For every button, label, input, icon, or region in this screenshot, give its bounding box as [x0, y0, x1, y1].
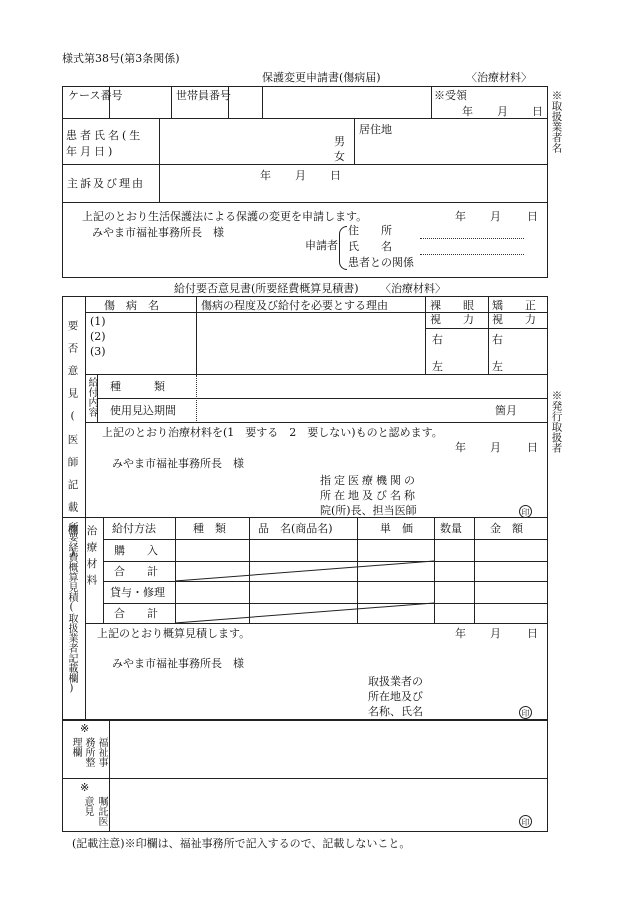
received-month: 月: [497, 105, 508, 118]
commission-mark: ※: [80, 781, 90, 794]
corrected-left: 左: [492, 360, 503, 373]
col-unit-price: 単 価: [380, 522, 413, 535]
patient-name-dob-label: 患者氏名(生年月日): [66, 129, 144, 158]
months-unit: 箇月: [495, 404, 517, 417]
approve-addressee: みやま市福祉事務所長 様: [112, 457, 244, 470]
purchase-subtotal-label: 合 計: [114, 565, 158, 578]
estimate-statement: 上記のとおり概算見積します。: [97, 627, 251, 640]
col-amount: 金 額: [490, 522, 523, 535]
approve-month: 月: [490, 441, 501, 454]
sex-female[interactable]: 女: [334, 150, 345, 163]
col-quantity: 数量: [440, 522, 462, 535]
footnote: (記載注意)※印欄は、福祉事務所で記入するので、記載しないこと。: [72, 837, 411, 850]
approve-statement: 上記のとおり治療材料を(1 要する 2 要しない)ものと認めます。: [102, 426, 443, 439]
period-label: 使用見込期間: [110, 404, 176, 417]
institution-line-2: 所在地及び名称: [320, 489, 418, 502]
received-label: ※受領: [434, 89, 467, 102]
disease-item-2[interactable]: (2): [90, 330, 106, 343]
commission-label: 嘱託医意見: [82, 796, 107, 826]
applicant-name-label: 氏 名: [348, 240, 392, 253]
office-field[interactable]: [110, 721, 547, 777]
disease-name-header: 傷 病 名: [104, 299, 159, 312]
col-product: 品 名(商品名): [258, 522, 333, 535]
received-day: 日: [532, 105, 543, 118]
applicant-label: 申請者: [305, 239, 338, 252]
application-year: 年: [455, 210, 466, 223]
application-month: 月: [490, 210, 501, 223]
approve-day: 日: [527, 441, 538, 454]
commission-label-block: [64, 796, 108, 832]
naked-left: 左: [432, 360, 443, 373]
estimate-month: 月: [490, 627, 501, 640]
purchase-label: 購 入: [114, 544, 158, 557]
vendor-seal-icon: 印: [519, 706, 532, 719]
household-number-label: 世帯員番号: [176, 89, 231, 102]
corrected-header: 矯 正: [492, 299, 536, 312]
corrected-vision: 視 力: [492, 313, 536, 326]
application-declaration: 上記のとおり生活保護法による保護の変更を申請します。: [82, 210, 368, 223]
s2-kind: 〈治療材料〉: [380, 282, 446, 295]
estimate-year: 年: [455, 627, 466, 640]
s1-kind: 〈治療材料〉: [466, 71, 532, 84]
vendor-line-2: 所在地及び: [368, 690, 423, 703]
approve-year: 年: [455, 441, 466, 454]
applicant-address-label: 住 所: [348, 224, 392, 237]
corrected-right: 右: [492, 333, 503, 346]
estimate-day: 日: [527, 627, 538, 640]
office-label-block: [64, 737, 108, 777]
doctor-seal-icon: 印: [519, 505, 532, 518]
office-label: 福祉事務所整理欄: [70, 737, 107, 767]
applicant-relation-label: 患者との関係: [348, 256, 414, 269]
estimate-side-label: 所要経費概算見積(取扱業者記載欄): [66, 522, 77, 694]
complaint-day: 日: [330, 169, 341, 182]
naked-right: 右: [432, 333, 443, 346]
case-number-label: ケース番号: [68, 89, 123, 102]
disease-item-3[interactable]: (3): [90, 345, 106, 358]
side-vendor-name: ※取扱業者名: [550, 90, 563, 153]
reason-header: 傷病の程度及び給付を必要とする理由: [201, 299, 388, 312]
vendor-line-1: 取扱業者の: [368, 675, 423, 688]
s2-title: 給付要否意見書(所要経費概算見積書): [174, 282, 359, 295]
complaint-month: 月: [295, 169, 306, 182]
vendor-line-3: 名称、氏名: [368, 705, 423, 718]
address-label: 居住地: [359, 123, 392, 136]
naked-eye-vision: 視 力: [430, 313, 474, 326]
commission-field[interactable]: [110, 779, 547, 831]
application-addressee: みやま市福祉事務所長 様: [92, 226, 224, 239]
col-method: 給付方法: [112, 522, 156, 535]
form-number: 様式第38号(第3条関係): [62, 52, 180, 65]
disease-item-1[interactable]: (1): [90, 315, 106, 328]
benefit-content-label: 給付内容: [86, 377, 97, 417]
complaint-label: 主訴及び理由: [67, 177, 145, 190]
s1-title: 保護変更申請書(傷病届): [262, 71, 381, 84]
complaint-year: 年: [260, 169, 271, 182]
sex-male[interactable]: 男: [334, 135, 345, 148]
institution-line-3: 院(所)長、担当医師: [320, 504, 417, 517]
opinion-side-label: 要否意見(医師記載欄): [66, 320, 79, 571]
received-year: 年: [462, 105, 473, 118]
rental-label: 貸与・修理: [110, 586, 165, 599]
naked-eye-header: 裸 眼: [430, 299, 474, 312]
estimate-addressee: みやま市福祉事務所長 様: [112, 657, 244, 670]
type-label: 種 類: [110, 380, 165, 393]
office-mark: ※: [80, 722, 90, 735]
material-label: 治療材料: [85, 525, 98, 591]
rental-subtotal-label: 合 計: [114, 607, 158, 620]
commission-seal-icon: 印: [519, 815, 532, 828]
side-issuer: ※発行取扱者: [550, 390, 563, 453]
application-day: 日: [527, 210, 538, 223]
institution-line-1: 指定医療機関の: [320, 474, 418, 487]
col-type: 種 類: [193, 522, 226, 535]
